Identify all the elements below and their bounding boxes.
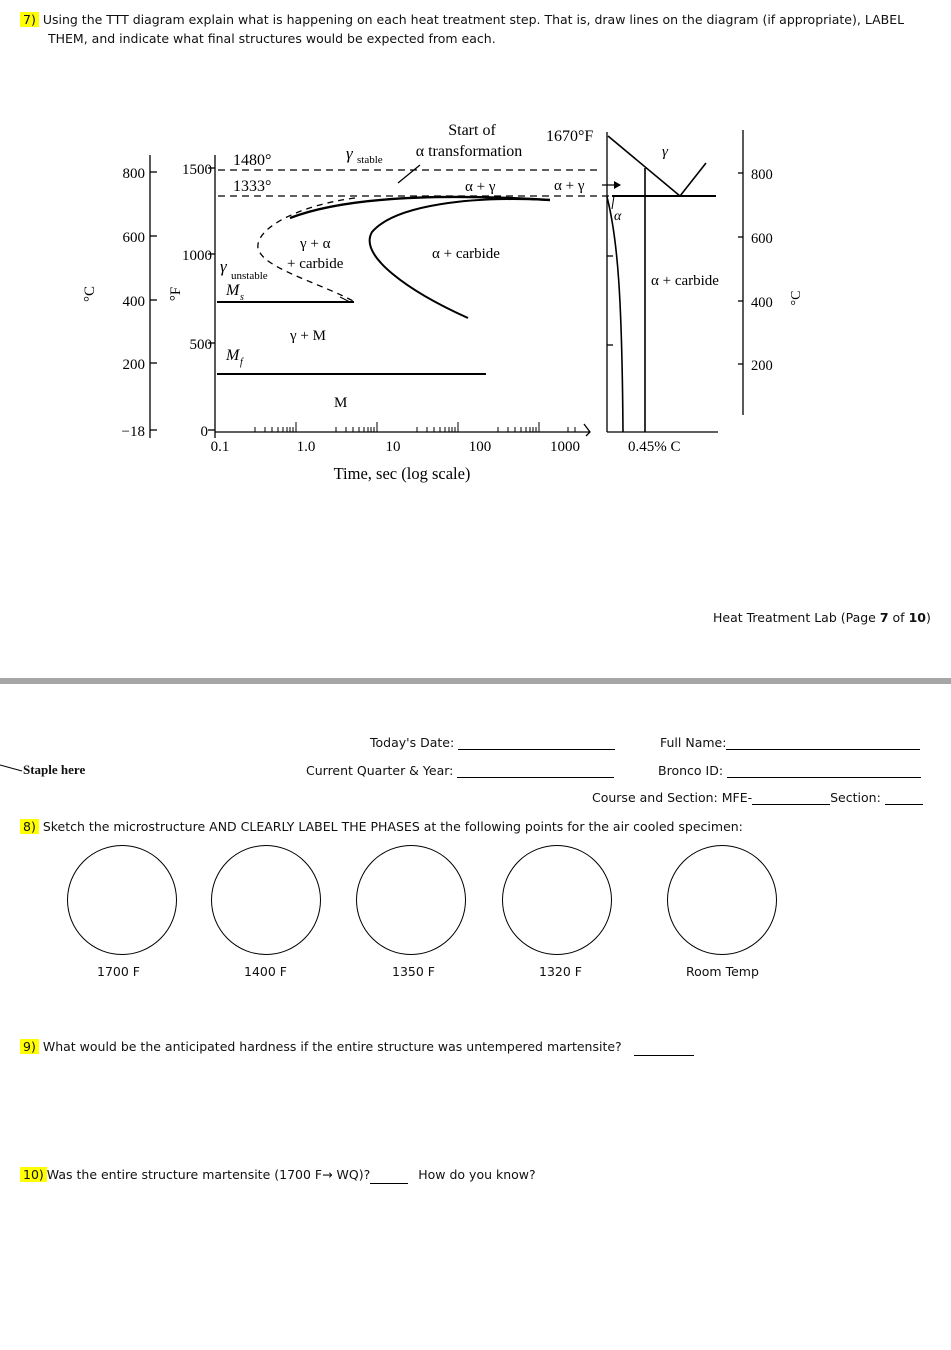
point-label-1320: 1320 F [539,964,582,979]
time-tick-1000: 1000 [550,439,580,455]
todays-date-label: Today's Date: [370,735,455,750]
gamma-unstable-sub: unstable [231,270,268,282]
page-total: 10 [908,610,926,625]
label-1670: 1670°F [546,128,594,145]
time-tick-10: 10 [385,439,401,455]
point-label-1350: 1350 F [392,964,435,979]
staple-label: Staple here [23,762,86,777]
mf-sub: f [240,357,243,368]
right-tick-600: 600 [751,231,773,247]
question-8-text: Sketch the microstructure AND CLEARLY LABEL THE PHASES at the following points for the air cooled specimen: [42,819,743,834]
time-tick-100: 100 [468,439,492,455]
ms-label: M [226,282,240,299]
right-axis-label: °C [789,290,804,306]
right-tick-400: 400 [751,295,773,311]
alpha-solvus [607,197,623,432]
full-name-field[interactable] [660,735,920,750]
todays-date-field[interactable] [370,735,615,750]
question-8-number: 8) [20,819,39,834]
sketch-circle-1350[interactable] [356,845,466,955]
log-ticks [255,422,575,432]
plus-carbide-label: + carbide [287,256,344,272]
alpha-carbide-label: α + carbide [432,246,500,262]
gamma-stable-sub: stable [357,154,383,166]
fahrenheit-tick-0: 0 [200,424,208,440]
full-name-label: Full Name: [660,735,727,750]
quarter-year-blank[interactable] [457,777,614,778]
sketch-circle-1320[interactable] [502,845,612,955]
question-10-how: How do you know? [418,1167,536,1182]
question-7-line2: THEM, and indicate what final structures would be expected from each. [48,31,496,46]
ms-sub: s [240,292,244,303]
a3-line [608,136,680,196]
quarter-year-label: Current Quarter & Year: [306,763,454,778]
right-tick-800: 800 [751,167,773,183]
course-blank[interactable] [752,804,830,805]
martensite-answer-blank[interactable] [370,1183,408,1184]
point-label-room-temp: Room Temp [686,964,759,979]
hardness-answer-blank[interactable] [634,1055,694,1056]
celsius-tick-400: 400 [122,294,145,310]
gamma-phase-label: γ [662,144,668,160]
staple-line-icon [0,762,24,776]
question-10-number: 10) [20,1167,47,1182]
carbon-label: 0.45% C [628,439,681,455]
question-10-text: Was the entire structure martensite (1700 F→ WQ)? [46,1167,371,1182]
mf-label: M [226,347,240,364]
alpha-gamma-arrow-label: α + γ [554,178,585,194]
page-divider [0,678,951,684]
fahrenheit-tick-1000: 1000 [182,248,212,264]
alpha-phase-label: α [614,209,622,224]
section-label: Section: [830,790,881,805]
sketch-circle-1400[interactable] [211,845,321,955]
gamma-alpha-label: γ + α [300,236,331,252]
celsius-tick-minus18: −18 [121,424,145,440]
sketch-circle-room-temp[interactable] [667,845,777,955]
todays-date-blank[interactable] [458,749,615,750]
question-7-number: 7) [20,12,39,27]
time-tick-1: 1.0 [296,439,316,455]
page-close: ) [925,610,931,625]
page-of: of [888,610,909,625]
label-1333: 1333° [233,178,272,195]
celsius-tick-200: 200 [122,357,145,373]
fahrenheit-tick-500: 500 [189,337,212,353]
celsius-axis-label: °C [82,285,98,303]
question-8 [20,817,743,836]
sketch-circle-1700[interactable] [67,845,177,955]
gamma-m-label: γ + M [290,328,326,344]
fahrenheit-axis-label: °F [168,286,184,302]
gamma-unstable-symbol: γ [220,257,227,276]
page-footer [713,610,931,625]
ttt-diagram [0,0,951,500]
alpha-gamma-label: α + γ [465,179,496,195]
bronco-id-label: Bronco ID: [658,763,724,778]
celsius-tick-600: 600 [122,230,145,246]
time-tick-0-1: 0.1 [210,439,230,455]
celsius-tick-800: 800 [122,166,145,182]
point-label-1400: 1400 F [244,964,287,979]
section-blank[interactable] [885,804,923,805]
gamma-stable-symbol: γ [346,144,353,163]
label-1480: 1480° [233,152,272,169]
page-number: 7 [879,610,889,625]
bronco-id-field[interactable] [658,763,921,778]
bronco-id-blank[interactable] [727,777,921,778]
quarter-year-field[interactable] [306,763,614,778]
course-section-label: Course and Section: MFE- [592,790,753,805]
question-7-line1: Using the TTT diagram explain what is happening on each heat treatment step. That is, draw lines on the diagram (if appropriate), LABEL [42,12,905,27]
start-of-label: Start of [448,122,496,139]
martensite-label: M [334,395,348,411]
alpha-carbide-right-label: α + carbide [651,273,719,289]
alpha-transformation-label: α transformation [415,143,523,160]
full-name-blank[interactable] [726,749,920,750]
right-tick-200: 200 [751,358,773,374]
course-section-field[interactable] [592,790,923,805]
acm-line [680,163,706,196]
question-9 [20,1037,694,1056]
fahrenheit-tick-1500: 1500 [182,162,212,178]
question-9-text: What would be the anticipated hardness if the entire structure was untempered martensite? [42,1039,622,1054]
point-label-1700: 1700 F [97,964,140,979]
page-footer-text: Heat Treatment Lab (Page [713,610,880,625]
question-10 [20,1165,536,1184]
time-axis-label: Time, sec (log scale) [333,464,471,483]
question-9-number: 9) [20,1039,39,1054]
start-pointer [398,165,420,183]
